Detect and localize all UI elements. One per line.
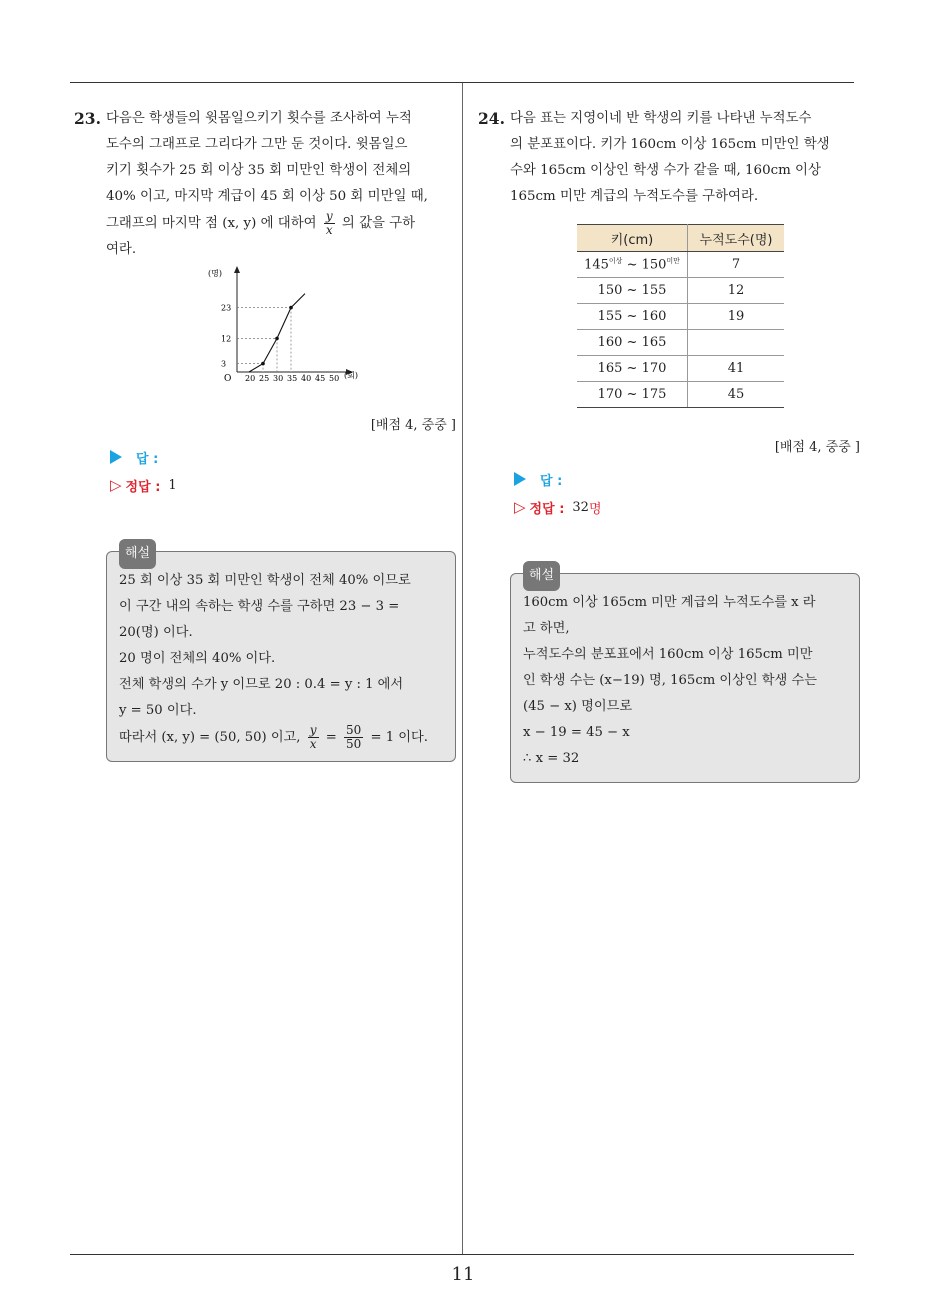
play-triangle-icon (110, 450, 122, 464)
q23-answer-line (110, 443, 456, 471)
solution-line: x − 19 = 45 − x (523, 725, 630, 740)
table-cell-value: 45 (688, 382, 785, 408)
q23-line (106, 210, 456, 237)
q23-number: 23. (74, 109, 101, 128)
y-tick-label: 23 (221, 303, 232, 313)
graph-point (275, 337, 279, 341)
q24-answer-line (514, 465, 860, 493)
q24-line: 의 분포표이다. 키가 160cm 이상 165cm 미만인 학생 (510, 137, 830, 152)
graph-point (289, 306, 293, 310)
frac-numerator: y (325, 209, 333, 223)
sup-label: 미만 (666, 257, 680, 266)
x-tick-label: 25 (259, 374, 270, 382)
correct-value: 32 (572, 499, 589, 515)
q23-line5-after: 의 값을 구하 (341, 216, 416, 231)
table-header: 누적도수(명) (688, 225, 785, 252)
x-unit: (회) (344, 371, 358, 380)
frac-denominator: x (325, 223, 333, 237)
equals-sign: = (325, 730, 337, 745)
table-cell-value (688, 330, 785, 356)
table-row (577, 330, 784, 356)
bottom-rule (70, 1254, 854, 1255)
solution-fraction-50 (344, 724, 363, 751)
table-cell-value: 7 (688, 252, 785, 278)
origin-label: O (224, 374, 232, 382)
x-tick-label: 50 (329, 374, 340, 382)
correct-unit: 명 (588, 501, 602, 517)
table-row (577, 356, 784, 382)
table-header: 키(cm) (577, 225, 688, 252)
table-row (577, 252, 784, 278)
table-cell-class: 150 ~ 155 (577, 278, 688, 304)
x-tick-label: 30 (273, 374, 284, 382)
table-row (577, 278, 784, 304)
answer-label: 답 : (540, 473, 563, 489)
solution-line: (45 − x) 명이므로 (523, 699, 633, 714)
graph-point (261, 362, 265, 366)
correct-label: 정답 : (125, 479, 161, 495)
cumulative-frequency-graph (204, 264, 374, 382)
solution-line: 25 회 이상 35 회 미만인 학생이 전체 40% 이므로 (119, 573, 411, 588)
y-tick-label: 12 (221, 334, 232, 344)
q23-score: [배점 4, 중중 ] (370, 418, 456, 433)
q23-text (106, 106, 456, 263)
x-tick-label: 20 (245, 374, 256, 382)
solution-line: ∴ x = 32 (523, 751, 580, 766)
solution-tag: 해설 (523, 561, 560, 591)
class-start: 145 (584, 257, 609, 273)
q23-line: 여라. (106, 242, 137, 257)
q24-text (510, 106, 860, 210)
q23-correct-line (110, 471, 456, 499)
q23-line: 키기 횟수가 25 회 이상 35 회 미만인 학생이 전체의 (106, 163, 412, 178)
page-number: 11 (451, 1264, 475, 1285)
table-cell-class: 155 ~ 160 (577, 304, 688, 330)
solution-line: 고 하면, (523, 621, 570, 636)
frac-denominator: x (309, 737, 317, 751)
q23-solution-box (106, 546, 456, 762)
table-cell-class: 165 ~ 170 (577, 356, 688, 382)
frac-numerator: 50 (345, 723, 362, 737)
q24-line: 다음 표는 지영이네 반 학생의 키를 나타낸 누적도수 (510, 111, 812, 126)
x-tick-label: 40 (301, 374, 312, 382)
play-triangle-icon (514, 472, 526, 486)
solution-tag: 해설 (119, 539, 156, 569)
solution-line: 누적도수의 분포표에서 160cm 이상 165cm 미만 (523, 647, 813, 662)
q24-line: 165cm 미만 계급의 누적도수를 구하여라. (510, 189, 759, 204)
q24-solution-box (510, 568, 860, 783)
q24-number: 24. (478, 109, 505, 128)
correct-label: 정답 : (529, 501, 565, 517)
solution-last-line (119, 724, 443, 751)
y-tick-label: 3 (221, 359, 227, 369)
solution-line: 인 학생 수는 (x−19) 명, 165cm 이상인 학생 수는 (523, 673, 817, 688)
solution-last-after: = 1 이다. (370, 730, 428, 745)
table-cell-class (577, 252, 688, 278)
solution-line: y = 50 이다. (119, 703, 197, 718)
solution-line: 160cm 이상 165cm 미만 계급의 누적도수를 x 라 (523, 595, 816, 610)
q23-line: 도수의 그래프로 그리다가 그만 둔 것이다. 윗몸일으 (106, 137, 408, 152)
correct-value: 1 (168, 477, 177, 493)
x-tick-label: 45 (315, 374, 326, 382)
y-axis-arrow (234, 266, 240, 273)
class-end: ~ 150 (626, 257, 667, 273)
cumulative-frequency-table (577, 224, 784, 408)
q23-line: 40% 이고, 마지막 계급이 45 회 이상 50 회 미만일 때, (106, 189, 428, 204)
q23-line: 다음은 학생들의 윗몸일으키기 횟수를 조사하여 누적 (106, 111, 412, 126)
frac-numerator: y (309, 723, 317, 737)
table-cell-class: 160 ~ 165 (577, 330, 688, 356)
outline-triangle-icon: ▷ (110, 476, 122, 494)
x-tick-label: 35 (287, 374, 298, 382)
solution-line: 이 구간 내의 속하는 학생 수를 구하면 23 − 3 = (119, 599, 400, 614)
q24-correct-line (514, 493, 860, 521)
outline-triangle-icon: ▷ (514, 498, 526, 516)
question-23 (74, 106, 456, 751)
solution-line: 20 명이 전체의 40% 이다. (119, 651, 276, 666)
q24-line: 수와 165cm 이상인 학생 수가 같을 때, 160cm 이상 (510, 163, 821, 178)
column-divider (462, 83, 463, 1255)
table-cell-value: 12 (688, 278, 785, 304)
q23-header (74, 106, 456, 263)
table-row (577, 304, 784, 330)
question-24 (478, 106, 860, 766)
solution-line: 20(명) 이다. (119, 625, 193, 640)
table-header-row (577, 225, 784, 252)
q23-line5-before: 그래프의 마지막 점 (x, y) 에 대하여 (106, 216, 317, 231)
y-unit: (명) (208, 269, 222, 278)
solution-fraction-yx (308, 724, 319, 751)
solution-line: 전체 학생의 수가 y 이므로 20 : 0.4 = y : 1 에서 (119, 677, 404, 692)
answer-label: 답 : (136, 451, 159, 467)
table-cell-value: 41 (688, 356, 785, 382)
table-cell-class: 170 ~ 175 (577, 382, 688, 408)
q24-header (478, 106, 860, 210)
sup-label: 이상 (608, 257, 623, 266)
q23-fraction (324, 210, 335, 237)
table-row (577, 382, 784, 408)
frac-denominator: 50 (345, 737, 362, 751)
table-cell-value: 19 (688, 304, 785, 330)
solution-last-before: 따라서 (x, y) = (50, 50) 이고, (119, 730, 301, 745)
q24-score: [배점 4, 중중 ] (774, 440, 860, 455)
q23-lower (74, 406, 456, 762)
q24-lower (478, 428, 860, 783)
